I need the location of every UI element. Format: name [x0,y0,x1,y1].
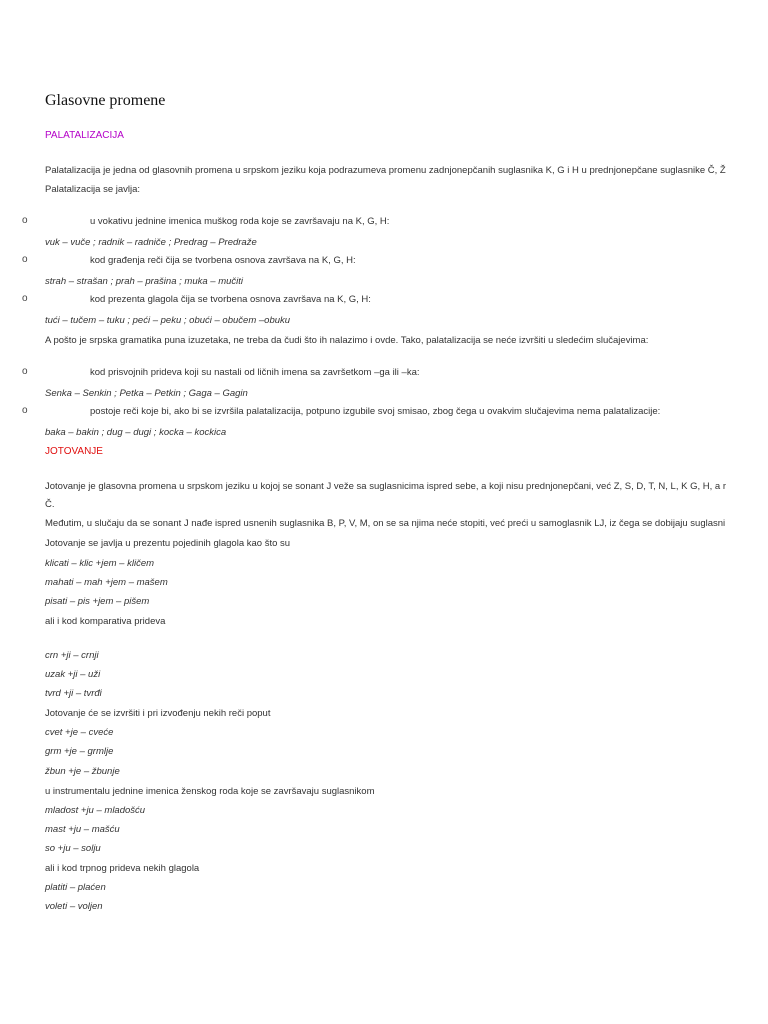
example-line: uzak +ji – uži [45,669,101,680]
example-line: mahati – mah +jem – mašem [45,577,168,588]
jotovanje-komparativ: ali i kod komparativa prideva [45,616,166,627]
jotovanje-izvodjenje: Jotovanje će se izvršiti i pri izvođenju nekih reči poput [45,708,271,719]
exception-item-example: baka – bakin ; dug – dugi ; kocka – kockica [45,427,227,438]
bullet-item-text: kod građenja reči čija se tvorbena osnova završava na K, G, H: [90,255,356,266]
example-line: platiti – plaćen [45,882,106,893]
jotovanje-intro-cont: Č. [45,499,55,510]
bullet-marker: o [22,254,28,265]
palatalizacija-intro: Palatalizacija je jedna od glasovnih promena u srpskom jeziku koja podrazumeva promenu zadnjonepčanih suglasnika K, G i H u prednjonepčane suglasnike Č, Ž [45,165,726,176]
bullet-item-example: vuk – vuče ; radnik – radniče ; Predrag – Predraže [45,237,257,248]
example-line: voleti – voljen [45,901,103,912]
bullet-marker: o [22,405,28,416]
example-line: pisati – pis +jem – pišem [45,596,150,607]
bullet-marker: o [22,366,28,377]
exception-item-text: postoje reči koje bi, ako bi se izvršila palatalizacija, potpuno izgubile svoj smisao, zbog čega u ovakvim slučajevima nema palatalizacije: [90,406,661,417]
jotovanje-trpni: ali i kod trpnog prideva nekih glagola [45,863,200,874]
bullet-item-text: u vokativu jednine imenica muškog roda koje se završavaju na K, G, H: [90,216,390,227]
example-line: crn +ji – crnji [45,650,99,661]
jotovanje-prezent: Jotovanje se javlja u prezentu pojedinih glagola kao što su [45,538,291,549]
example-line: žbun +je – žbunje [45,766,120,777]
exceptions-intro: A pošto je srpska gramatika puna izuzetaka, ne treba da čudi što ih nalazimo i ovde. Tako, palatalizacija se neće izvršiti u sledećim slučajevima: [45,335,649,346]
bullet-item-example: strah – strašan ; prah – prašina ; muka – mučiti [45,276,244,287]
bullet-marker: o [22,293,28,304]
bullet-item-example: tući – tučem – tuku ; peći – peku ; obući – obučem –obuku [45,315,291,326]
example-line: klicati – klic +jem – kličem [45,558,155,569]
example-line: cvet +je – cveće [45,727,114,738]
bullet-marker: o [22,215,28,226]
example-line: so +ju – solju [45,843,101,854]
jotovanje-medjutim: Međutim, u slučaju da se sonant J nađe ispred usnenih suglasnika B, P, V, M, on se sa njima neće stopiti, već preći u samoglasnik LJ, iz čega se dobijaju suglasni [45,518,726,529]
section-heading-palatalizacija: PALATALIZACIJA [45,130,124,141]
exception-item-text: kod prisvojnih prideva koji su nastali od ličnih imena sa završetkom –ga ili –ka: [90,367,420,378]
page-title: Glasovne promene [45,92,166,109]
exception-item-example: Senka – Senkin ; Petka – Petkin ; Gaga – Gagin [45,388,248,399]
section-heading-jotovanje: JOTOVANJE [45,446,103,457]
bullet-item-text: kod prezenta glagola čija se tvorbena osnova završava na K, G, H: [90,294,371,305]
palatalizacija-javlja: Palatalizacija se javlja: [45,184,141,195]
example-line: grm +je – grmlje [45,746,114,757]
jotovanje-instrumental: u instrumentalu jednine imenica ženskog roda koje se završavaju suglasnikom [45,786,375,797]
jotovanje-intro: Jotovanje je glasovna promena u srpskom jeziku u kojoj se sonant J veže sa suglasnicima ispred sebe, a koji nisu prednjonepčani, već Z, S, D, T, N, L, K G, H, a r [45,481,726,492]
example-line: tvrd +ji – tvrđi [45,688,102,699]
example-line: mladost +ju – mladošću [45,805,146,816]
example-line: mast +ju – mašću [45,824,120,835]
